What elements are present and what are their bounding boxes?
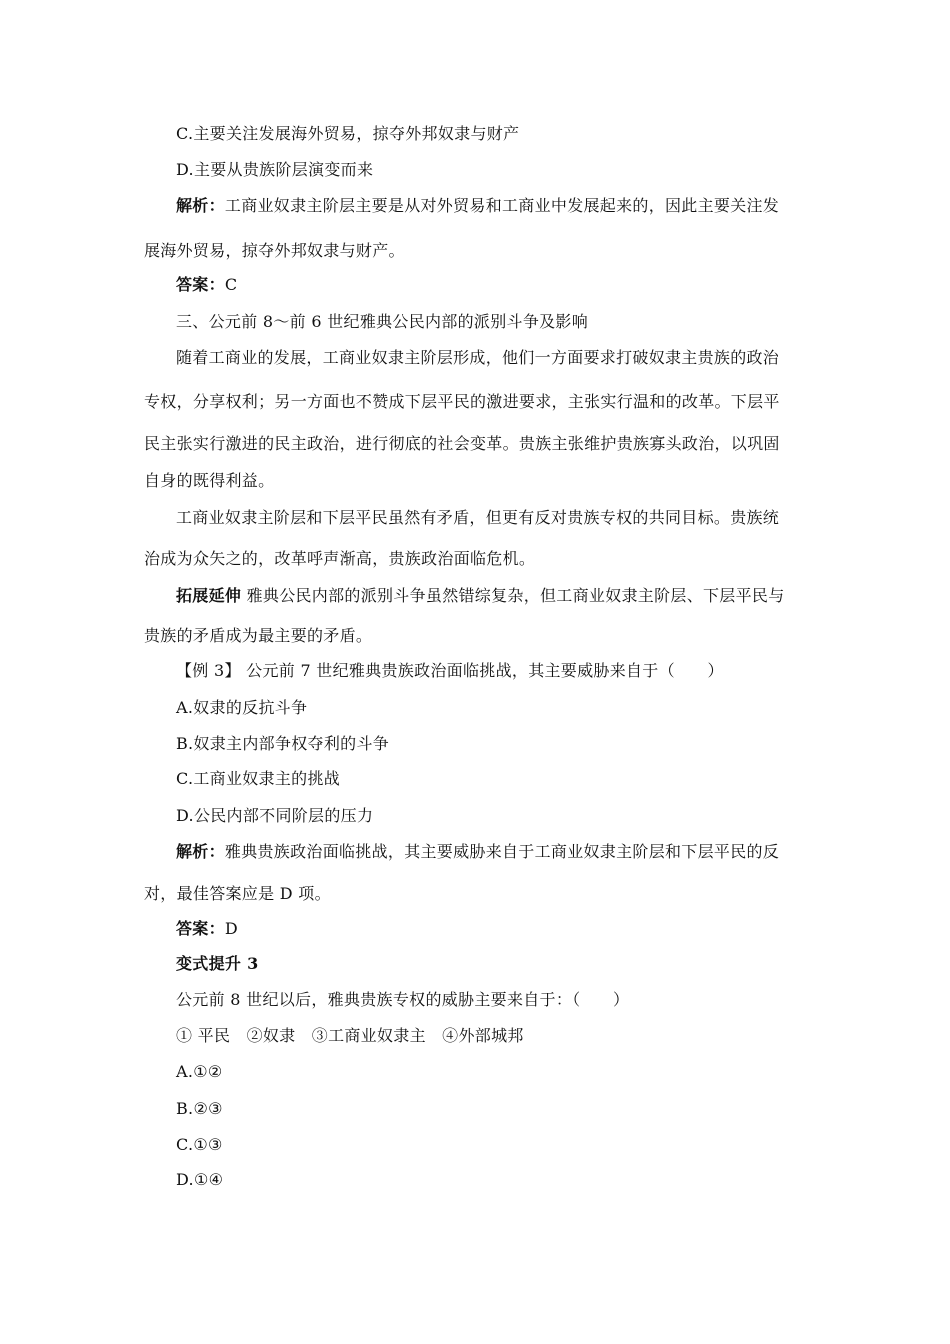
line-text: C.工商业奴隶主的挑战 xyxy=(176,769,341,788)
line-text: 工商业奴隶主阶层和下层平民虽然有矛盾，但更有反对贵族专权的共同目标。贵族统 xyxy=(176,508,780,527)
line-text: C.①③ xyxy=(176,1135,223,1154)
analysis-line-2 xyxy=(144,241,405,261)
line-text: 对，最佳答案应是 D 项。 xyxy=(144,884,331,903)
line-text: 专权，分享权利；另一方面也不赞成下层平民的激进要求，主张实行温和的改革。下层平 xyxy=(144,392,780,411)
answer-label: 答案： xyxy=(176,919,225,938)
line-text: 【例 3】 公元前 7 世纪雅典贵族政治面临挑战，其主要威胁来自于（ ） xyxy=(176,661,724,680)
paragraph-line xyxy=(144,434,780,454)
line-text: 展海外贸易，掠夺外邦奴隶与财产。 xyxy=(144,241,405,260)
variant-heading xyxy=(176,954,259,974)
extension-line-2 xyxy=(144,626,372,646)
extension-line-1 xyxy=(176,586,785,606)
answer-label: 答案： xyxy=(176,275,225,294)
paragraph-line xyxy=(144,392,780,412)
line-text: 雅典贵族政治面临挑战，其主要威胁来自于工商业奴隶主阶层和下层平民的反 xyxy=(224,842,780,861)
line-text: 民主张实行激进的民主政治，进行彻底的社会变革。贵族主张维护贵族寡头政治，以巩固 xyxy=(144,434,780,453)
option-c-line xyxy=(176,124,519,144)
variant-items xyxy=(176,1026,524,1046)
answer-line xyxy=(176,919,238,939)
option-c-line xyxy=(176,1135,223,1155)
variant-label: 变式提升 3 xyxy=(176,954,259,973)
line-text: 工商业奴隶主阶层主要是从对外贸易和工商业中发展起来的，因此主要关注发 xyxy=(224,196,780,215)
line-text: 治成为众矢之的，改革呼声渐高，贵族政治面临危机。 xyxy=(144,549,536,568)
line-text: 自身的既得利益。 xyxy=(144,471,275,490)
line-text: A.奴隶的反抗斗争 xyxy=(176,698,308,717)
analysis-line-1 xyxy=(176,842,779,862)
line-text: D xyxy=(224,919,239,938)
option-b-line xyxy=(176,734,389,754)
line-text: 贵族的矛盾成为最主要的矛盾。 xyxy=(144,626,373,645)
variant-question xyxy=(176,990,629,1010)
line-text: A.①② xyxy=(176,1062,223,1081)
paragraph-line xyxy=(176,508,779,528)
line-text: 公元前 8 世纪以后，雅典贵族专权的威胁主要来自于：（ ） xyxy=(176,990,630,1009)
section-heading xyxy=(176,312,588,332)
analysis-line-1 xyxy=(176,196,779,216)
line-text: D.公民内部不同阶层的压力 xyxy=(176,806,374,825)
line-text: B.②③ xyxy=(176,1099,223,1118)
option-c-line xyxy=(176,769,340,789)
option-a-line xyxy=(176,1062,223,1082)
paragraph-line xyxy=(144,471,274,491)
line-text: ① 平民 ②奴隶 ③工商业奴隶主 ④外部城邦 xyxy=(176,1026,524,1045)
analysis-label: 解析： xyxy=(176,196,225,215)
option-d-line xyxy=(176,1170,223,1190)
option-a-line xyxy=(176,698,307,718)
analysis-line-2 xyxy=(144,884,331,904)
option-d-line xyxy=(176,160,373,180)
option-d-line xyxy=(176,806,373,826)
line-text: C.主要关注发展海外贸易，掠夺外邦奴隶与财产 xyxy=(176,124,520,143)
line-text: 随着工商业的发展，工商业奴隶主阶层形成，他们一方面要求打破奴隶主贵族的政治 xyxy=(176,348,780,367)
option-b-line xyxy=(176,1099,223,1119)
answer-line xyxy=(176,275,237,295)
analysis-label: 解析： xyxy=(176,842,225,861)
line-text: D.主要从贵族阶层演变而来 xyxy=(176,160,374,179)
paragraph-line xyxy=(144,549,535,569)
line-text: 三、公元前 8～前 6 世纪雅典公民内部的派别斗争及影响 xyxy=(176,312,589,331)
paragraph-line xyxy=(176,348,779,368)
extension-label: 拓展延伸 xyxy=(176,586,242,605)
line-text: B.奴隶主内部争权夺利的斗争 xyxy=(176,734,390,753)
line-text: C xyxy=(224,275,238,294)
line-text: D.①④ xyxy=(176,1170,224,1189)
example-question xyxy=(176,661,724,681)
line-text: 雅典公民内部的派别斗争虽然错综复杂，但工商业奴隶主阶层、下层平民与 xyxy=(241,586,785,605)
